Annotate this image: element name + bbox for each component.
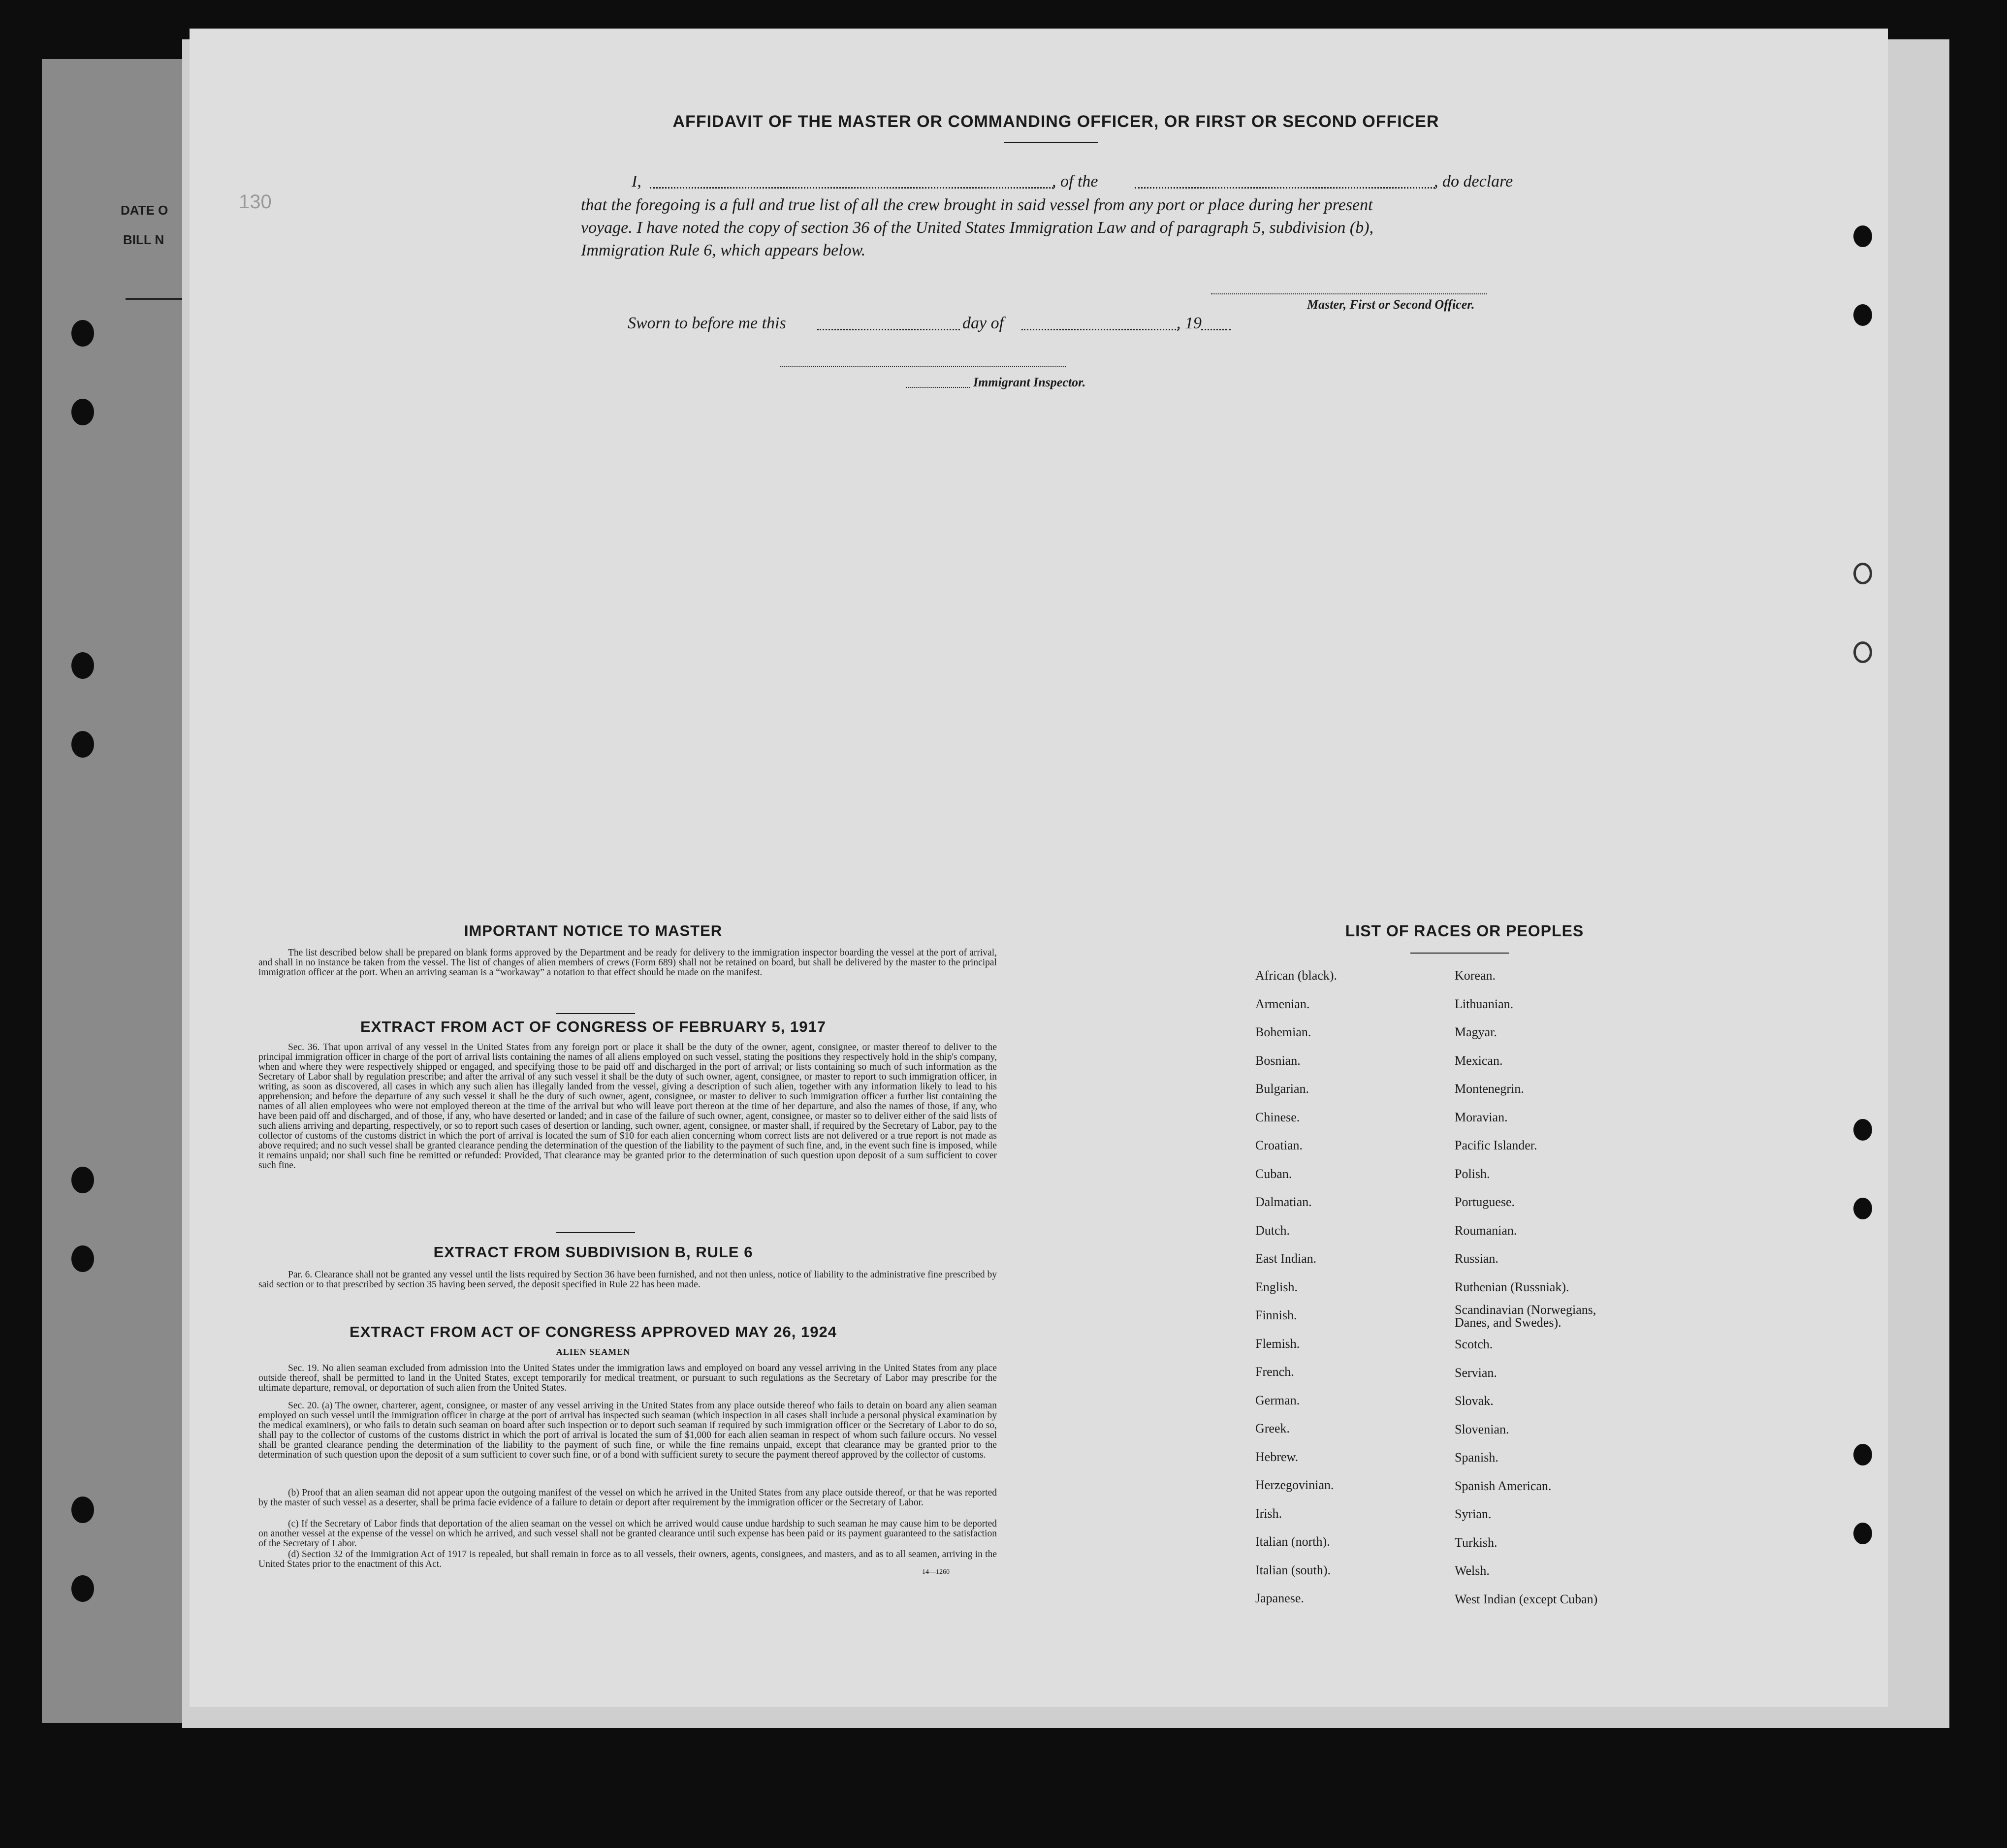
race-item: Herzegovinian. — [1255, 1478, 1334, 1492]
binder-hole — [71, 1167, 94, 1193]
affidavit-declare: , do declare — [1434, 172, 1513, 191]
race-item: Finnish. — [1255, 1308, 1297, 1322]
binder-hole — [71, 1575, 94, 1602]
race-item: Bulgarian. — [1255, 1082, 1309, 1096]
race-item: Lithuanian. — [1455, 996, 1514, 1011]
inspector-signature-blank — [780, 366, 1066, 367]
back-bill-label: BILL N — [123, 232, 164, 247]
binder-hole — [1853, 225, 1872, 247]
binder-hole — [1853, 1444, 1872, 1466]
binder-hole — [71, 1245, 94, 1272]
race-item: Greek. — [1255, 1421, 1290, 1435]
race-item: Moravian. — [1455, 1110, 1508, 1124]
race-item: Roumanian. — [1455, 1223, 1517, 1238]
race-item: Dutch. — [1255, 1223, 1290, 1238]
race-item: German. — [1255, 1393, 1300, 1407]
back-rule — [126, 298, 190, 300]
form-page — [190, 29, 1888, 1707]
race-item: Spanish. — [1455, 1450, 1498, 1465]
race-item: Ruthenian (Russniak). — [1455, 1279, 1569, 1294]
binder-hole — [1853, 304, 1872, 326]
race-item: Bosnian. — [1255, 1053, 1301, 1068]
race-item: Hebrew. — [1255, 1449, 1299, 1464]
race-item: Magyar. — [1455, 1025, 1497, 1039]
race-item: Slovenian. — [1455, 1422, 1509, 1436]
binder-hole — [71, 1497, 94, 1523]
notice-title: IMPORTANT NOTICE TO MASTER — [464, 922, 723, 939]
race-item: Chinese. — [1255, 1110, 1300, 1124]
binder-hole — [1853, 1523, 1872, 1544]
race-item: Armenian. — [1255, 996, 1310, 1011]
inspector-dots — [906, 387, 970, 388]
race-item: Spanish American. — [1455, 1478, 1552, 1493]
race-item: Turkish. — [1455, 1535, 1497, 1550]
race-item: Italian (south). — [1255, 1562, 1331, 1577]
race-item: Irish. — [1255, 1506, 1282, 1521]
faint-stamp-number: 130 — [239, 191, 272, 213]
alien-seamen-subtitle: ALIEN SEAMEN — [556, 1347, 631, 1357]
affidavit-line-3: voyage. I have noted the copy of section 36 of the United States Immigration Law and of paragraph 5, subdivision (b), — [581, 219, 1374, 237]
race-item: Russian. — [1455, 1251, 1498, 1266]
race-item: African (black). — [1255, 968, 1338, 983]
sec-20c: (c) If the Secretary of Labor finds that deportation of the alien seaman on the vessel on which he arrived would cause undue hardship to such seaman he may cause him to be deported on another vessel at the expense of the vessel on which he arrived, and such vessel shall not be granted clearance until such expense has been paid or its payment guaranteed to the satisfaction of the Secretary of Labor. — [258, 1519, 997, 1549]
title-underline — [1004, 142, 1098, 143]
race-item: Japanese. — [1255, 1591, 1304, 1605]
notice-body: The list described below shall be prepared on blank forms approved by the Department and be ready for delivery to the immigration inspector boarding the vessel at the port of arrival, and shall in no instance be taken from the vessel. The list of changes of alien members of crews (Form 689) shall not be retained on board, but shall be delivered by the master to the principal immigration officer at the port. When an arriving seaman is a “workaway” a notation to that effect should be made on the manifest. — [258, 948, 997, 978]
binder-hole — [71, 399, 94, 425]
race-item: Korean. — [1455, 968, 1496, 983]
name-blank — [650, 187, 1053, 189]
extract-1917-body: Sec. 36. That upon arrival of any vessel in the United States from any foreign port or place it shall be the duty of the owner, agent, consignee, or master thereof to deliver to the principal immigration officer in charge of the port of arrival lists containing the names of all aliens employed on such vessel, stating the positions they respectively hold in the ship's company, when and where they were respectively shipped or engaged, and specifying those to be paid off and discharged in the port of arrival; or lists containing so much of such information as the Secretary of Labor shall by regulation prescribe; and after the arrival of any such vessel it shall be the duty of such owner, agent, consignee, or master to report to such immigration officer, in writing, as soon as discovered, all cases in which any such alien has illegally landed from the vessel, giving a description of such alien, together with any information likely to lead to his apprehension; and before the departure of any such vessel it shall be the duty of such owner, agent, consignee, or master to deliver to such immigration officer a further list containing the names of all alien employees who were not employed thereon at the time of the arrival but who will leave port thereon at the time of her departure, and also the names of those, if any, who have been paid off and discharged, and of those, if any, who have deserted or landed; and in case of the failure of such owner, agent, consignee, or master so to deliver either of the said lists of such aliens arriving and departing, respectively, or so to report such cases of desertion or landing, such owner, agent, consignee, or master shall, if required by the Secretary of Labor, pay to the collector of customs of the customs district in which the port of arrival is located the sum of $10 for each alien concerning whom correct lists are not delivered or a true report is not made as above required; and no such vessel shall be granted clearance pending the determination of the question of the liability to the payment of such fine, and, in the event such fine is imposed, while it remains unpaid; nor shall such fine be remitted or refunded: Provided, That clearance may be granted prior to the determination of such question upon deposit of a sum sufficient to cover such fine. — [258, 1042, 997, 1171]
race-item: Scotch. — [1455, 1337, 1493, 1351]
sworn-year: , 19 — [1177, 314, 1202, 332]
affidavit-line-4: Immigration Rule 6, which appears below. — [581, 241, 866, 259]
sec-20a: Sec. 20. (a) The owner, charterer, agent, consignee, or master of any vessel arriving in the United States from any place outside thereof who fails to detain on board any alien seaman employed on such vessel until the immigration officer in charge at the port of arrival has inspected such seaman (which inspection in all cases shall include a personal physical examination by the medical examiners), or who fails to detain such seaman on board after such inspection or to deport such seaman if required by such immigration officer or the Secretary of Labor to do so, shall pay to the collector of customs of the customs district in which the port of arrival is located the sum of $1,000 for each alien seaman in respect of whom such failure occurs. No vessel shall be granted clearance pending the determination of the liability to the payment of such fine, or while the fine remains unpaid, except that clearance may be granted prior to the determination of such question upon the deposit of a sum sufficient to cover such fine, or of a bond with sufficient surety to secure the payment thereof approved by the collector of customs. — [258, 1401, 997, 1460]
races-underline — [1410, 953, 1509, 954]
sworn-month-blank — [1021, 329, 1179, 330]
race-item: Bohemian. — [1255, 1025, 1311, 1039]
race-item: Syrian. — [1455, 1507, 1492, 1521]
races-title: LIST OF RACES OR PEOPLES — [1345, 922, 1584, 940]
form-number: 14—1260 — [922, 1568, 950, 1576]
binder-hole — [71, 320, 94, 347]
binder-hole — [1853, 1119, 1872, 1141]
affidavit-i: I, — [632, 172, 641, 191]
affidavit-title: AFFIDAVIT OF THE MASTER OR COMMANDING OFFICER, OR FIRST OR SECOND OFFICER — [672, 112, 1439, 131]
race-item: English. — [1255, 1279, 1298, 1294]
affidavit-line-2: that the foregoing is a full and true list of all the crew brought in said vessel from any port or place during her present — [581, 196, 1373, 214]
race-item: Croatian. — [1255, 1138, 1303, 1152]
race-item: Slovak. — [1455, 1394, 1494, 1408]
binder-hole — [1853, 641, 1872, 663]
rule6-title: EXTRACT FROM SUBDIVISION B, RULE 6 — [433, 1243, 753, 1261]
race-item: Flemish. — [1255, 1336, 1300, 1351]
race-item: Pacific Islander. — [1455, 1138, 1537, 1152]
inspector-label: Immigrant Inspector. — [973, 375, 1086, 389]
races-column-1 — [1255, 961, 1337, 1613]
back-sheet — [42, 59, 190, 1723]
race-item: Italian (north). — [1255, 1534, 1330, 1549]
binder-hole — [1853, 1198, 1872, 1219]
back-date-label: DATE O — [121, 203, 168, 218]
race-item: Dalmatian. — [1255, 1195, 1312, 1209]
rule6-body: Par. 6. Clearance shall not be granted any vessel until the lists required by Section 36 have been furnished, and not then unless, notice of liability to the administrative fine prescribed by said section or to that prescribed by section 35 having been served, the deposit specified in Rule 22 has been made. — [258, 1270, 997, 1290]
sworn-prefix: Sworn to before me this — [628, 314, 786, 332]
race-item: Servian. — [1455, 1365, 1497, 1380]
vessel-blank — [1135, 187, 1435, 189]
affidavit-of-the: , of the — [1052, 172, 1098, 191]
master-signature-label: Master, First or Second Officer. — [1307, 297, 1475, 312]
sec-19: Sec. 19. No alien seaman excluded from admission into the United States under the immigration laws and employed on board any vessel arriving in the United States from any place outside thereof, shall be permitted to land in the United States, except temporarily for medical treatment, or pursuant to such regulations as the Secretary of Labor may prescribe for the ultimate departure, removal, or deportation of such alien from the United States. — [258, 1363, 997, 1393]
sworn-day-of: day of — [962, 314, 1004, 332]
race-item: Cuban. — [1255, 1166, 1292, 1181]
races-column-2 — [1455, 961, 1622, 1613]
race-item: Portuguese. — [1455, 1195, 1515, 1209]
sec-20b: (b) Proof that an alien seaman did not appear upon the outgoing manifest of the vessel on which he arrived in the United States from any place outside thereof, or that he was reported by the master of such vessel as a deserter, shall be prima facie evidence of a failure to detain or deport after requirement by the immigration officer or the Secretary of Labor. — [258, 1488, 997, 1508]
race-item: French. — [1255, 1365, 1294, 1379]
race-item: Scandinavian (Norwegians, Danes, and Swedes). — [1455, 1303, 1596, 1330]
extract-1924-title: EXTRACT FROM ACT OF CONGRESS APPROVED MAY 26, 1924 — [350, 1323, 837, 1340]
race-item: Polish. — [1455, 1166, 1490, 1181]
sec-20d: (d) Section 32 of the Immigration Act of 1917 is repealed, but shall remain in force as to all vessels, their owners, agents, consignees, and masters, and as to all seamen, arriving in the United States prior to the enactment of this Act. — [258, 1549, 997, 1569]
extract-1917-title: EXTRACT FROM ACT OF CONGRESS OF FEBRUARY 5, 1917 — [360, 1018, 826, 1035]
sworn-day-blank — [817, 329, 960, 330]
master-signature-blank — [1211, 293, 1487, 294]
binder-hole — [71, 731, 94, 758]
divider — [556, 1013, 635, 1014]
race-item: East Indian. — [1255, 1251, 1317, 1266]
binder-hole — [71, 652, 94, 679]
race-item: Welsh. — [1455, 1563, 1490, 1578]
sworn-year-blank — [1201, 329, 1231, 330]
race-item: Montenegrin. — [1455, 1082, 1524, 1096]
binder-hole — [1853, 563, 1872, 584]
divider — [556, 1232, 635, 1233]
race-item: West Indian (except Cuban) — [1455, 1592, 1598, 1606]
race-item: Mexican. — [1455, 1053, 1503, 1068]
